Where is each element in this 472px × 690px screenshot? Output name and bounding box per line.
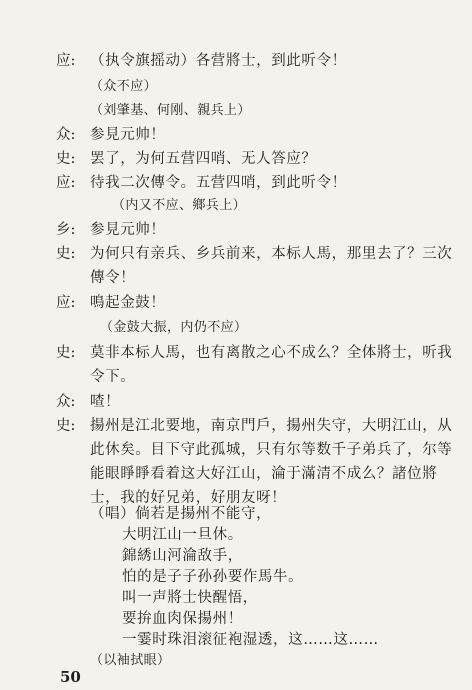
dialogue-line: 为何只有亲兵、乡兵前来，本标人馬，那里去了？三次 [90, 246, 453, 262]
speaker-label: 应: [56, 175, 76, 191]
dialogue-line: 罢了，为何五营四哨、无人答应？ [90, 151, 317, 167]
dialogue-line: 喳！ [90, 394, 121, 410]
song-line: 一霎时珠泪滚征袍湿透，这……这…… [122, 632, 379, 648]
dialogue-line: 参見元帅！ [90, 222, 166, 238]
dialogue-line: （执令旗摇动）各营將士，到此听令！ [90, 53, 347, 69]
speaker-label: 史: [56, 246, 76, 262]
dialogue-line: 令下。 [90, 369, 136, 385]
dialogue-line: 揚州是江北要地，南京門戶，揚州失守，大明江山，从 [90, 418, 453, 434]
speaker-label: 众: [56, 127, 76, 143]
dialogue-line: 待我二次傳令。五营四哨，到此听令！ [90, 175, 347, 191]
dialogue-line: 能眼睜睜看着这大好江山，淪于滿清不成么？諸位將 [90, 466, 438, 482]
speaker-label: 史: [56, 418, 76, 434]
speaker-label: 史: [56, 151, 76, 167]
stage-direction: （以袖拭眼） [90, 653, 171, 668]
song-line: 大明江山一旦休。 [122, 527, 243, 543]
dialogue-line: 参見元帅！ [90, 127, 166, 143]
dialogue-line: 莫非本标人馬，也有离散之心不成么？全体將士，听我 [90, 345, 453, 361]
speaker-label: 众: [56, 394, 76, 410]
dialogue-line: 士，我的好兄弟，好朋友呀！ [90, 490, 287, 506]
dialogue-line: 此休矣。目下守此孤城，只有尔等数千子弟兵了，尔等 [90, 442, 453, 458]
song-line: （唱）倘若是揚州不能守， [90, 506, 272, 522]
stage-direction: （众不应） [90, 79, 158, 94]
speaker-label: 史: [56, 345, 76, 361]
speaker-label: 应: [56, 295, 76, 311]
song-line: 錦綉山河淪敌手， [122, 548, 243, 564]
dialogue-line: 傳令！ [90, 270, 136, 286]
stage-direction: （内又不应、鄉兵上） [112, 198, 247, 213]
stage-direction: （刘肇基、何刚、親兵上） [90, 103, 251, 118]
stage-direction: （金鼓大振，内仍不应） [100, 320, 248, 335]
song-line: 怕的是子子孙孙要作馬牛。 [122, 569, 304, 585]
song-line: 叫一声將士快醒悟， [122, 590, 258, 606]
speaker-label: 应: [56, 53, 76, 69]
speaker-label: 乡: [56, 222, 76, 238]
dialogue-line: 鳴起金鼓！ [90, 295, 166, 311]
page-number: 50 [60, 668, 81, 686]
song-line: 要拚血肉保揚州！ [122, 611, 243, 627]
